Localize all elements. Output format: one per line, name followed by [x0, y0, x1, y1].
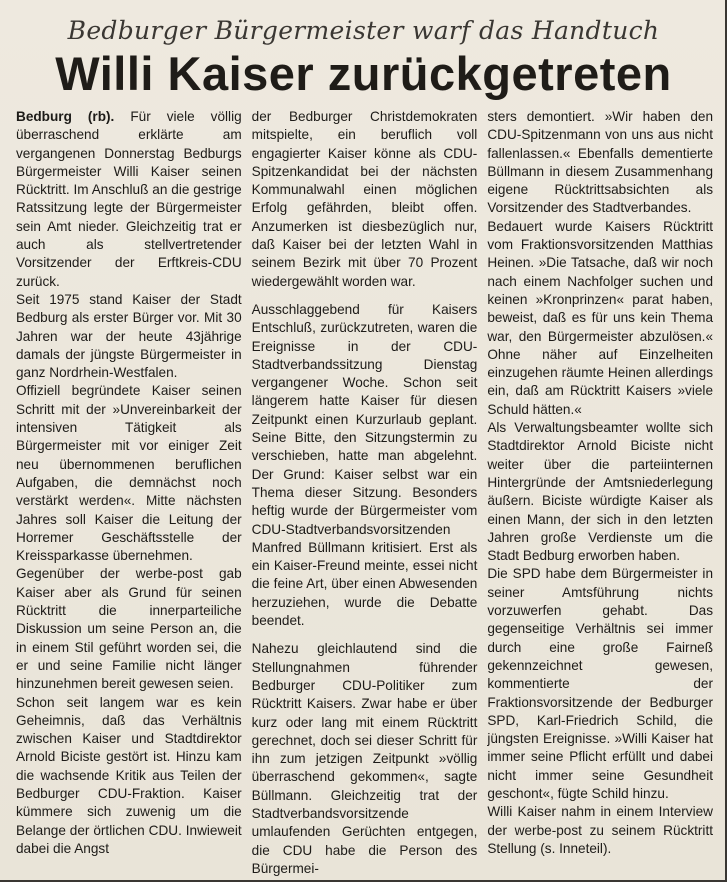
column-1 — [16, 108, 242, 878]
column-2 — [252, 108, 478, 878]
paragraph: Ausschlaggebend für Kaisers Entschluß, zurückzutreten, waren die Ereignisse in der CDU-Stadtverbandssitzung Dienstag vergangener Woche. Schon seit längerem hatte Kaiser für diesen Zeitpunkt einen Kurzurlaub geplant. Seine Bitte, den Sitzungstermin zu verschieben, hatte man abgelehnt. Der Grund: Kaiser selbst war ein Thema dieser Sitzung. Besonders heftig wurde der Bürgermeister vom CDU-Stadtverbandsvorsitzenden Manfred Büllmann kritisiert. Erst als ein Kaiser-Freund meinte, essei nicht die feine Art, über einen Abwesenden herzuziehen, wurde die Debatte beendet. — [251, 301, 478, 629]
paragraph: Als Verwaltungsbeamter wollte sich Stadtdirektor Arnold Biciste nicht weiter über die parteiinternen Hintergründe der Amtsniederlegung äußern. Biciste würdigte Kaiser als einen Mann, der sich in den letzten Jahren große Verdienste um die Stadt Bedburg erworben haben. — [487, 420, 714, 564]
paragraph: Schon seit langem war es kein Geheimnis, daß das Verhältnis zwischen Kaiser und Stadtdirektor Arnold Biciste gestört ist. Hinzu kam die wachsende Kritik aus Teilen der Bedburger CDU-Fraktion. Kaiser kümmere sich zuwenig um die Belange der örtlichen CDU. Inwieweit dabei die Angst — [16, 694, 242, 856]
paragraph: Gegenüber der werbe-post gab Kaiser aber als Grund für seinen Rücktritt die innerparteiliche Diskussion um seine Person an, die in einem Stil geführt worden sei, die er und seine Familie nicht länger hinzunehmen bereit gewesen seien. — [16, 566, 242, 692]
dateline: Bedburg (rb). — [16, 109, 115, 124]
article-kicker: Bedburger Bürgermeister warf das Handtuch — [67, 16, 660, 45]
paragraph-text: Für viele völlig überraschend erklärte am vergangenen Donnerstag Bedburgs Bürgermeister Willi Kaiser seinen Rücktritt. Im Anschluß an die gestrige Ratssitzung legte der Bürgermeister sein Amt nieder. Gleichzeitig trat er auch als stellvertretender Vorsitzender der Erftkreis-CDU zurück. — [16, 109, 242, 289]
paragraph: sters demontiert. »Wir haben den CDU-Spitzenmann von uns aus nicht fallenlassen.« Ebenfalls dementierte Büllmann in diesem Zusammenhang eigene Rücktrittsabsichten als Vorsitzender des Stadtverbandes. — [487, 109, 714, 216]
column-3 — [487, 108, 713, 878]
paragraph: Die SPD habe dem Bürgermeister in seiner Amtsführung nichts vorzuwerfen gehabt. Das gegenseitige Verhältnis sei immer durch eine große Fairneß gekennzeichnet gewesen, kommentierte der Fraktionsvorsitzende der Bedburger SPD, Karl-Friedrich Schild, die jüngsten Ereignisse. »Willi Kaiser hat immer seine Pflicht erfüllt und dabei nicht immer seine Gesundheit geschont«, fügte Schild hinzu. — [487, 566, 714, 801]
article-headline: Willi Kaiser zurückgetreten — [55, 47, 672, 100]
paragraph: Nahezu gleichlautend sind die Stellungnahmen führender Bedburger CDU-Politiker zum Rücktritt Kaisers. Zwar habe er über kurz oder lang mit einem Rücktritt gerechnet, doch sei dieser Schritt für ihn zum jetzigen Zeitpunkt »völlig überraschend gekommen«, sagte Büllmann. Gleichzeitig trat der Stadtverbandsvorsitzende umlaufenden Gerüchten entgegen, die CDU habe die Person des Bürgermei- — [251, 641, 478, 876]
paragraph: der Bedburger Christdemokraten mitspielte, ein beruflich voll engagierter Kaiser könne als CDU-Spitzenkandidat bei der nächsten Kommunalwahl einen möglichen Erfolg gefährden, bleibt offen. Anzumerken ist diesbezüglich nur, daß Kaiser bei der letzten Wahl in seinem Bezirk mit über 70 Prozent wiedergewählt worden war. — [251, 109, 478, 289]
article-body — [16, 108, 713, 878]
paragraph — [16, 108, 242, 291]
paragraph: Seit 1975 stand Kaiser der Stadt Bedburg als erster Bürger vor. Mit 30 Jahren war der heute 43jährige damals der jüngste Bürgermeister in ganz Nordrhein-Westfalen. — [16, 291, 242, 381]
paragraph: Offiziell begründete Kaiser seinen Schritt mit der »Unvereinbarkeit der intensiven Tätigkeit als Bürgermeister mit vor einiger Zeit neu übernommenen beruflichen Aufgaben, die demnächst noch verstärkt werden«. Mitte nächsten Jahres soll Kaiser die Leitung der Horremer Geschäftsstelle der Kreissparkasse übernehmen. — [16, 383, 242, 564]
paragraph: Bedauert wurde Kaisers Rücktritt vom Fraktionsvorsitzenden Matthias Heinen. »Die Tatsache, daß wir noch nach einem Nachfolger suchen und keinen »Kronprinzen« parat haben, beweist, daß es für uns kein Thema war, den Bürgermeister abzulösen.« Ohne näher auf Einzelheiten einzugehen räumte Heinen allerdings ein, daß am Rücktritt Kaisers »viele Schuld hätten.« — [487, 218, 714, 417]
paragraph: Willi Kaiser nahm in einem Interview der werbe-post zu seinem Rücktritt Stellung (s. Inneteil). — [487, 804, 714, 856]
